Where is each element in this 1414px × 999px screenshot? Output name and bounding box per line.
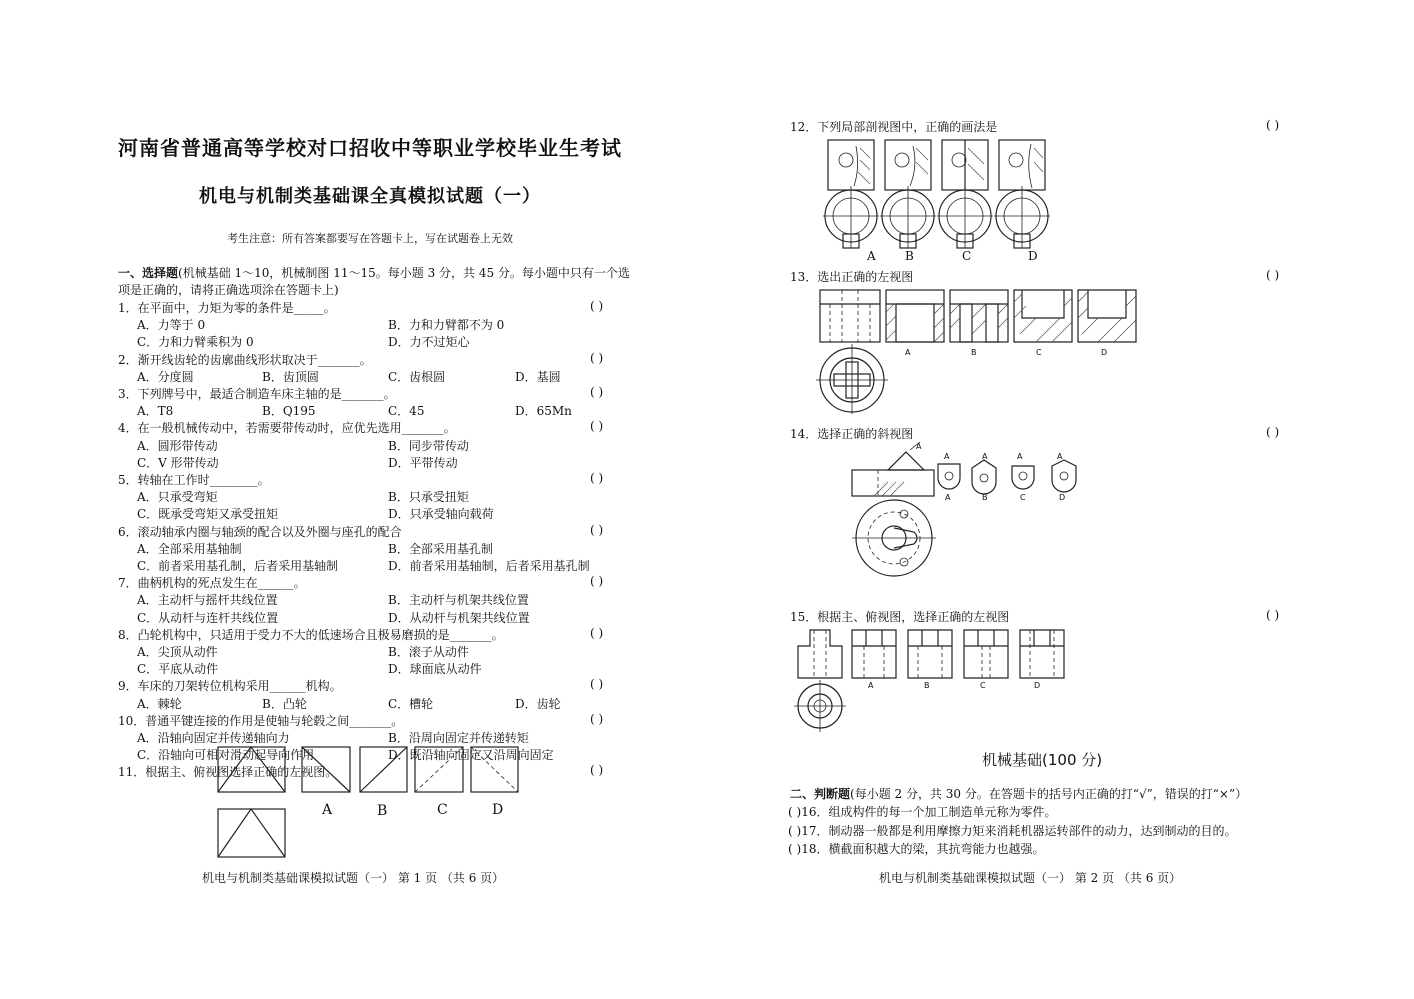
q15-answer-paren: ( ) (1266, 608, 1280, 622)
q13-answer-paren: ( ) (1266, 268, 1280, 282)
q14-option-d-view-label: A (1057, 452, 1063, 461)
q12-option-b (880, 140, 936, 248)
q14-option-c-view-label: A (1017, 452, 1023, 461)
q12-option-d (994, 140, 1050, 248)
q13-figure (816, 288, 1146, 414)
option-d: D．65Mn (515, 404, 572, 419)
q13-option-a (886, 290, 944, 342)
option-b: B．全部采用基孔制 (388, 541, 493, 556)
answer-paren: ( ) (590, 471, 604, 485)
option-c: C．平底从动件 (137, 662, 219, 677)
q11-figure (215, 745, 535, 860)
question-text: 9．车床的刀架转位机构采用______机构。 (118, 679, 342, 694)
q14-option-b-view-label: A (982, 452, 988, 461)
answer-paren: ( ) (590, 711, 604, 726)
tf-item-18 (788, 840, 1044, 857)
option-c: C．前者采用基孔制，后者采用基轴制 (137, 559, 339, 573)
q14-figure (848, 448, 1098, 578)
q11-option-c-view (415, 747, 463, 792)
section2-description: (每小题 2 分，共 30 分。在答题卡的括号内正确的打“√”，错误的打“×”） (850, 787, 1248, 801)
q15-option-a (852, 630, 896, 678)
q13-front-view (820, 290, 880, 342)
option-c: C．沿轴向可相对滑动起导向作用 (137, 748, 315, 763)
option-b: B．沿周向固定并传递转矩 (388, 731, 529, 745)
q13-label-a: A (905, 348, 911, 357)
tf-paren: ( ) (788, 824, 802, 838)
q15-label-a: A (868, 681, 874, 690)
option-c: C．齿根圆 (388, 369, 446, 384)
tf-paren: ( ) (788, 842, 802, 856)
option-d: D．平带传动 (388, 455, 458, 470)
q11-front-view (218, 747, 285, 792)
answer-paren: ( ) (590, 763, 604, 778)
q14-answer-paren: ( ) (1266, 425, 1280, 439)
q13-side-circle (816, 344, 888, 414)
q11-label-a: A (322, 802, 333, 818)
option-d: D．从动杆与机架共线位置 (388, 610, 530, 625)
q14-label-d: D (1059, 493, 1066, 502)
q12-label-c: C (962, 249, 972, 263)
q14-label-a: A (945, 493, 951, 502)
tf-text: 17．制动器一般都是利用摩擦力矩来消耗机器运转部件的动力，达到制动的目的。 (801, 824, 1237, 838)
q14-main-view (852, 442, 934, 496)
q11-top-view (218, 809, 285, 857)
q15-option-d (1020, 630, 1064, 678)
option-a: A．尖顶从动件 (137, 645, 218, 659)
q13-option-d (1078, 290, 1136, 342)
option-b: B．只承受扭矩 (388, 490, 469, 505)
q14-text: 14．选择正确的斜视图 (790, 427, 914, 441)
option-d: D．齿轮 (515, 696, 561, 711)
answer-paren: ( ) (590, 522, 604, 537)
option-a: A．圆形带传动 (137, 438, 218, 453)
q15-top-view (794, 680, 846, 732)
question-text: 4．在一般机械传动中，若需要带传动时，应优先选用_______。 (118, 421, 456, 436)
page-footer-right: 机电与机制类基础课模拟试题（一） 第 2 页 （共 6 页） (879, 871, 1182, 885)
option-a: A．只承受弯矩 (137, 490, 218, 505)
option-a: A．T8 (137, 404, 174, 419)
option-b: B．齿顶圆 (262, 369, 319, 384)
option-d: D．基圆 (515, 369, 561, 384)
option-c: C．V 形带传动 (137, 455, 219, 470)
section-title-mechanics: 机械基础(100 分) (982, 751, 1103, 769)
option-a: A．分度圆 (137, 369, 194, 384)
option-c: C．45 (388, 404, 425, 419)
tf-text: 18．横截面积越大的梁，其抗弯能力也越强。 (801, 842, 1045, 856)
q14-view-label: A (916, 442, 922, 451)
question-text: 6．滚动轴承内圈与轴颈的配合以及外圈与座孔的配合 (118, 524, 402, 539)
option-c: C．从动杆与连杆共线位置 (137, 610, 279, 625)
q12-answer-paren: ( ) (1266, 118, 1280, 132)
option-a: A．沿轴向固定并传递轴向力 (137, 731, 290, 745)
q11-label-b: B (377, 803, 388, 819)
answer-paren: ( ) (590, 299, 604, 313)
exam-title: 河南省普通高等学校对口招收中等职业学校毕业生考试 (118, 136, 622, 160)
q12-option-c (937, 140, 993, 248)
q13-label-b: B (971, 348, 977, 357)
answer-paren: ( ) (590, 385, 604, 399)
exam-subtitle: 机电与机制类基础课全真模拟试题（一） (199, 186, 541, 207)
q12-figure (826, 138, 1056, 250)
question-text: 11．根据主、俯视图选择正确的左视图。 (118, 765, 338, 780)
question-text: 1．在平面中，力矩为零的条件是_____。 (118, 301, 336, 315)
q15-option-b (908, 630, 952, 678)
q11-option-b-view (360, 747, 407, 792)
option-b: B．凸轮 (262, 696, 307, 711)
tf-item-17 (788, 822, 1236, 839)
q13-text: 13．选出正确的左视图 (790, 270, 914, 284)
q12-option-a (823, 140, 879, 248)
section1-description: (机械基础 1～10，机械制图 11～15。每小题 3 分，共 45 分。每小题中只有一个选项是正确的，请将正确选项涂在答题卡上) (118, 266, 630, 297)
q11-option-d-view (471, 747, 518, 792)
q14-option-a-view-label: A (944, 452, 950, 461)
section2-heading (790, 785, 1247, 802)
q13-option-b (950, 290, 1008, 342)
option-c: C．槽轮 (388, 696, 434, 711)
q15-option-c (964, 630, 1008, 678)
option-a: A．主动杆与摇杆共线位置 (137, 593, 278, 608)
option-a: A．力等于 0 (137, 318, 206, 333)
question-text: 8．凸轮机构中，只适用于受力不大的低速场合且极易磨损的是_______。 (118, 627, 504, 642)
section1-heading (118, 265, 630, 299)
option-d: D．前者采用基轴制，后者采用基孔制 (388, 559, 590, 573)
q11-label-c: C (437, 802, 448, 818)
question-text: 10．普通平键连接的作用是使轴与轮毂之间_______。 (118, 713, 404, 728)
option-b: B．滚子从动件 (388, 645, 469, 659)
question-text: 5．转轴在工作时________。 (118, 473, 270, 487)
q12-label-d: D (1028, 249, 1038, 263)
question-text: 2．渐开线齿轮的齿廓曲线形状取决于_______。 (118, 352, 372, 367)
q14-top-view (852, 500, 936, 576)
answer-paren: ( ) (590, 574, 604, 589)
exam-notice: 考生注意：所有答案都要写在答题卡上，写在试题卷上无效 (227, 232, 513, 245)
option-d: D．球面底从动件 (388, 662, 482, 677)
tf-paren: ( ) (788, 805, 802, 819)
q15-label-c: C (980, 681, 986, 690)
option-d: D．力不过矩心 (388, 335, 470, 350)
option-b: B．同步带传动 (388, 438, 469, 453)
q12-label-a: A (867, 249, 876, 263)
q13-label-d: D (1101, 348, 1108, 357)
q15-label-d: D (1034, 681, 1041, 690)
option-b: B．力和力臂都不为 0 (388, 318, 505, 333)
q11-option-a-view (302, 747, 350, 792)
option-a: A．棘轮 (137, 696, 182, 711)
q12-text: 12．下列局部剖视图中，正确的画法是 (790, 120, 998, 134)
q13-option-c (1014, 290, 1072, 342)
tf-text: 16．组成构件的每一个加工制造单元称为零件。 (801, 805, 1057, 819)
q14-options (938, 460, 1076, 494)
section2-label: 二、判断题 (790, 787, 851, 801)
option-c: C．既承受弯矩又承受扭矩 (137, 507, 279, 522)
q12-label-b: B (905, 249, 914, 263)
option-c: C．力和力臂乘积为 0 (137, 335, 254, 350)
q15-front-view (798, 630, 842, 678)
question-text: 3．下列牌号中，最适合制造车床主轴的是_______。 (118, 387, 396, 401)
option-b: B．主动杆与机架共线位置 (388, 593, 529, 608)
q15-text: 15．根据主、俯视图，选择正确的左视图 (790, 610, 1010, 624)
answer-paren: ( ) (590, 677, 604, 692)
q14-label-c: C (1020, 493, 1026, 502)
q13-label-c: C (1036, 348, 1042, 357)
option-d: D．既沿轴向固定又沿周向固定 (388, 748, 554, 763)
tf-item-16 (788, 803, 1056, 820)
q15-figure (794, 628, 1074, 732)
option-a: A．全部采用基轴制 (137, 541, 242, 556)
q15-label-b: B (924, 681, 930, 690)
answer-paren: ( ) (590, 625, 604, 640)
option-b: B．Q195 (262, 404, 316, 419)
option-d: D．只承受轴向载荷 (388, 507, 494, 522)
page-footer-left: 机电与机制类基础课模拟试题（一） 第 1 页 （共 6 页） (202, 871, 505, 885)
answer-paren: ( ) (590, 350, 604, 365)
answer-paren: ( ) (590, 419, 604, 434)
q11-label-d: D (492, 802, 504, 818)
section1-label: 一、选择题 (118, 266, 179, 280)
question-text: 7．曲柄机构的死点发生在______。 (118, 576, 306, 591)
q14-label-b: B (982, 493, 988, 502)
